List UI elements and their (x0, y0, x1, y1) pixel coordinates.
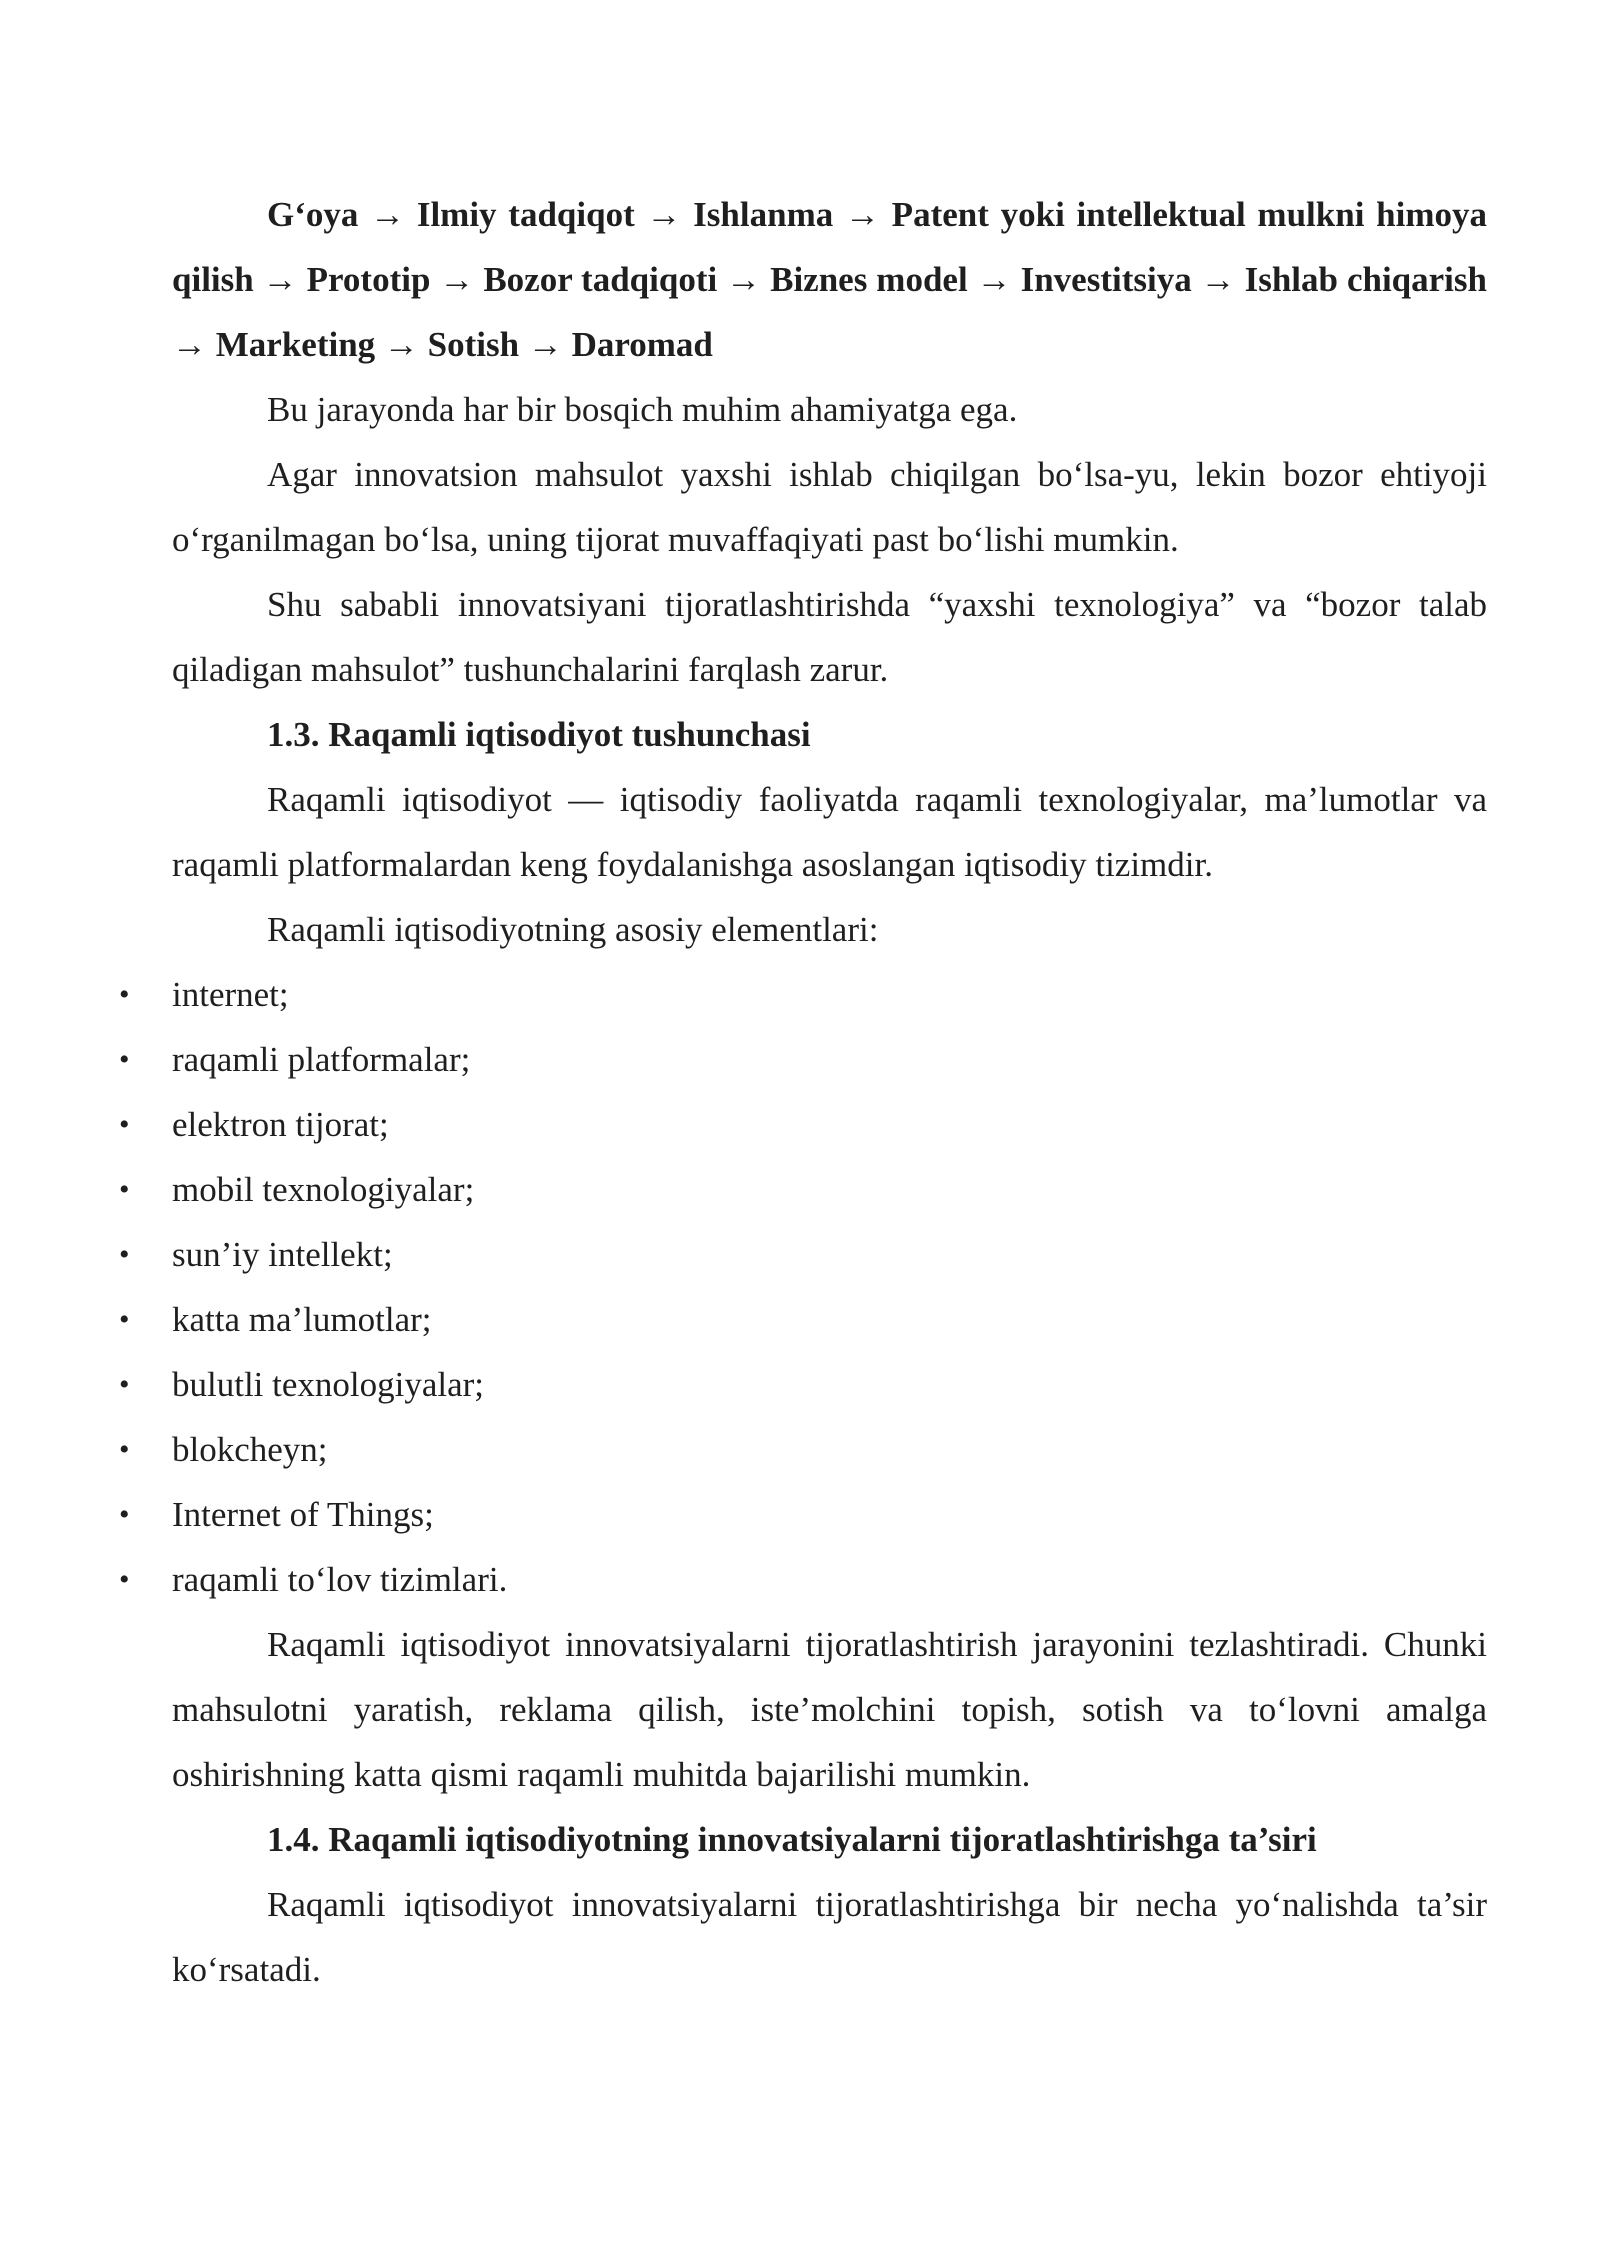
list-item-text: blokcheyn; (172, 1430, 328, 1469)
list-item (119, 1547, 1487, 1612)
paragraph-digital-economy-definition: Raqamli iqtisodiyot — iqtisodiy faoliyatda raqamli texnologiyalar, ma’lumotlar va raqamli platformalardan keng foydalanishga asoslangan iqtisodiy tizimdir. (172, 780, 1487, 884)
list-item-text: sun’iy intellekt; (172, 1235, 393, 1274)
list-item-text: elektron tijorat; (172, 1105, 389, 1144)
list-item (119, 1222, 1487, 1287)
paragraph-digital-economy-acceleration: Raqamli iqtisodiyot innovatsiyalarni tijoratlashtirish jarayonini tezlashtiradi. Chunki mahsulotni yaratish, reklama qilish, iste’molchini topish, sotish va to‘lovni amalga oshirishning katta qismi raqamli muhitda bajarilishi mumkin. (172, 1625, 1487, 1794)
digital-economy-elements-list (119, 962, 1487, 1612)
list-item (119, 1092, 1487, 1157)
list-item-text: raqamli platformalar; (172, 1040, 471, 1079)
bullet-icon: • (119, 1368, 130, 1401)
section-heading-1-3: 1.3. Raqamli iqtisodiyot tushunchasi (267, 715, 811, 754)
bullet-icon: • (119, 1303, 130, 1336)
paragraph-market-needs: Agar innovatsion mahsulot yaxshi ishlab chiqilgan bo‘lsa-yu, lekin bozor ehtiyoji o‘rganilmagan bo‘lsa, uning tijorat muvaffaqiyati past bo‘lishi mumkin. (172, 455, 1487, 559)
bullet-icon: • (119, 1108, 130, 1141)
list-item (119, 962, 1487, 1027)
paragraph-elements-intro: Raqamli iqtisodiyotning asosiy elementlari: (267, 910, 879, 949)
list-item-text: mobil texnologiyalar; (172, 1170, 475, 1209)
list-item-text: bulutli texnologiyalar; (172, 1365, 485, 1404)
list-item-text: Internet of Things; (172, 1495, 434, 1534)
list-item (119, 1287, 1487, 1352)
list-item (119, 1482, 1487, 1547)
section-heading-1-4: 1.4. Raqamli iqtisodiyotning innovatsiyalarni tijoratlashtirishga ta’siri (267, 1820, 1317, 1859)
list-item (119, 1417, 1487, 1482)
list-item (119, 1027, 1487, 1092)
list-item (119, 1352, 1487, 1417)
document-page (119, 182, 1487, 2002)
list-item (119, 1157, 1487, 1222)
bullet-icon: • (119, 1433, 130, 1466)
bullet-icon: • (119, 978, 130, 1011)
list-item-text: raqamli to‘lov tizimlari. (172, 1560, 508, 1599)
paragraph-technology-vs-market: Shu sababli innovatsiyani tijoratlashtirishda “yaxshi texnologiya” va “bozor talab qiladigan mahsulot” tushunchalarini farqlash zarur. (172, 585, 1487, 689)
bullet-icon: • (119, 1498, 130, 1531)
list-item-text: katta ma’lumotlar; (172, 1300, 432, 1339)
innovation-flow-paragraph: G‘oya → Ilmiy tadqiqot → Ishlanma → Patent yoki intellektual mulkni himoya qilish → Prototip → Bozor tadqiqoti → Biznes model → Investitsiya → Ishlab chiqarish → Marketing → Sotish → Daromad (172, 195, 1487, 364)
bullet-icon: • (119, 1043, 130, 1076)
paragraph-stages-importance: Bu jarayonda har bir bosqich muhim ahamiyatga ega. (267, 390, 1018, 429)
list-item-text: internet; (172, 975, 289, 1014)
paragraph-digital-economy-influence: Raqamli iqtisodiyot innovatsiyalarni tijoratlashtirishga bir necha yo‘nalishda ta’sir ko‘rsatadi. (172, 1885, 1487, 1989)
bullet-icon: • (119, 1238, 130, 1271)
bullet-icon: • (119, 1173, 130, 1206)
bullet-icon: • (119, 1563, 130, 1596)
